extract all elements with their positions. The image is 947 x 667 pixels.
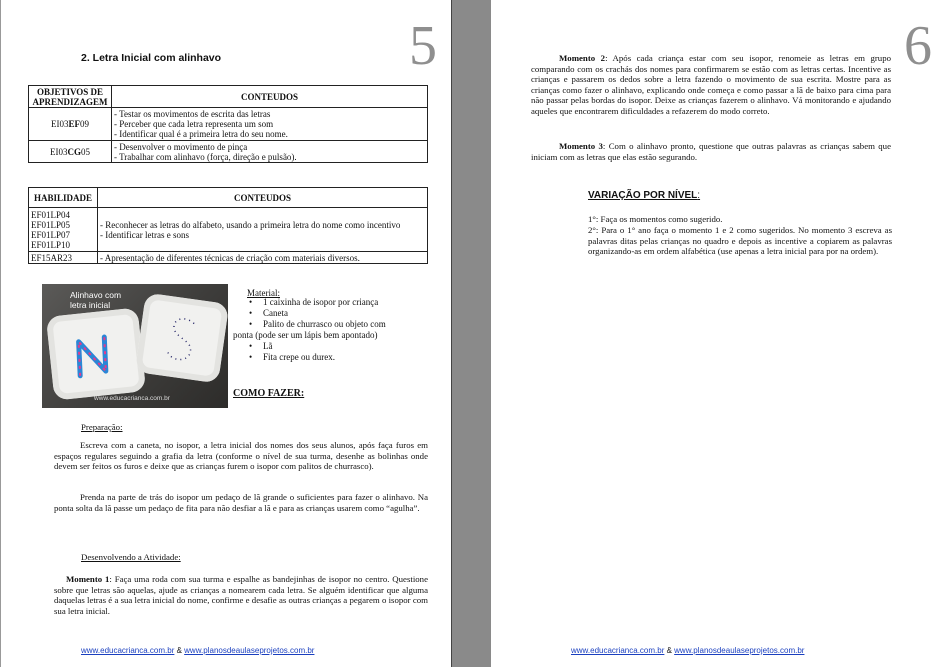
footer-link[interactable]: www.educacrianca.com.br	[81, 646, 175, 655]
skills-table	[28, 187, 428, 264]
list-item: • Palito de churrasco ou objeto com	[233, 319, 433, 330]
document-page-6	[491, 0, 947, 667]
objective-content: - Testar os movimentos de escrita das letras - Perceber que cada letra representa um som - Identificar qual é a primeira letra do seu nome.	[112, 108, 428, 141]
developing-label: Desenvolvendo a Atividade:	[81, 552, 181, 562]
objective-code: EI03EF09	[29, 108, 112, 141]
skill-codes: EF01LP04 EF01LP05 EF01LP07 EF01LP10	[29, 208, 98, 252]
skill-codes: EF15AR23	[29, 252, 98, 264]
foam-tray	[46, 307, 146, 400]
moment-paragraph: Momento 1: Faça uma roda com sua turma e espalhe as bandejinhas de isopor no centro. Questione sobre que letras são aquelas, ajude as crianças a nomearem cada letra. Se alguém identificar que alguma daquelas letras é a sua letra inicial do nome, confirme e desafie as outras crianças a pegarem o isopor com sua letra inicial.	[54, 574, 428, 616]
footer-link[interactable]: www.educacrianca.com.br	[571, 646, 665, 655]
photo-caption: Alinhavo com letra inicial	[70, 290, 122, 310]
list-item-continuation: ponta (pode ser um lápis bem apontado)	[233, 330, 378, 340]
document-page-5	[0, 0, 451, 667]
material-label: Material:	[247, 288, 280, 298]
activity-photo	[42, 284, 228, 408]
material-list	[233, 297, 433, 363]
table-row	[29, 252, 428, 264]
page-number: 6	[904, 15, 932, 77]
objective-code: EI03CG05	[29, 141, 112, 163]
table-header: HABILIDADE	[29, 188, 98, 208]
moment-paragraph: Momento 3: Com o alinhavo pronto, questione que outras palavras as crianças sabem que iniciam com as letras que elas estão segurando.	[531, 141, 891, 162]
table-row	[29, 108, 428, 141]
how-to-heading: COMO FAZER:	[233, 388, 305, 399]
preparation-label: Preparação:	[81, 422, 123, 432]
skill-content: - Reconhecer as letras do alfabeto, usando a primeira letra do nome como incentivo - Identificar letras e sons	[98, 208, 428, 252]
page-footer: www.educacrianca.com.br & www.planosdeaulaseprojetos.com.br	[571, 646, 805, 655]
list-item: • Caneta	[233, 308, 433, 319]
page-number: 5	[409, 15, 437, 77]
variation-heading: VARIAÇÃO POR NÍVEL:	[588, 190, 701, 201]
moment-paragraph: Momento 2: Após cada criança estar com seu isopor, renomeie as letras em grupo comparando com os crachás dos nomes para confirmarem se estão com as letras certas. Incentive as crianças e passarem os dedos sobre a letra fazendo o movimento de sua escrita. Mostre para as crianças como fazer o alinhavo, explicando onde começa e como passar a lã de baixo para cima para não passar pelas bordas do isopor. Deixe as crianças fazerem o alinhavo. Vá monitorando e ajudando aqueles que encontrarem dificuldades a refazerem do modo correto.	[531, 53, 891, 116]
variation-item: 2°: Para o 1° ano faça o momento 1 e 2 como sugeridos. No momento 3 escreva as palavras ditas pelas crianças no quadro e depois as incentive a copiarem as palavras organizando-as em ordem alfabética (use apenas a letra inicial para por na ordem).	[588, 225, 892, 256]
objectives-table	[28, 85, 428, 163]
variation-item: 1°: Faça os momentos como sugerido.	[588, 214, 723, 224]
photo-watermark: www.educacrianca.com.br	[94, 395, 170, 402]
preparation-paragraph: Prenda na parte de trás do isopor um pedaço de lã grande o suficientes para fazer o alinhavo. Na ponta solta da lã passe um pedaço de fita para não desfiar a lã e para as crianças usarem como “agulha”.	[54, 492, 428, 513]
foam-tray	[135, 293, 228, 384]
letter-s-holes	[135, 293, 228, 384]
footer-link[interactable]: www.planosdeaulaseprojetos.com.br	[184, 646, 315, 655]
page-edge	[451, 0, 452, 667]
table-row	[29, 141, 428, 163]
list-item: • Fita crepe ou durex.	[233, 352, 433, 363]
section-title: 2. Letra Inicial com alinhavo	[81, 52, 222, 64]
objective-content: - Desenvolver o movimento de pinça - Trabalhar com alinhavo (força, direção e pulsão).	[112, 141, 428, 163]
footer-link[interactable]: www.planosdeaulaseprojetos.com.br	[674, 646, 805, 655]
table-header: CONTEUDOS	[112, 86, 428, 108]
skill-content: - Apresentação de diferentes técnicas de criação com materiais diversos.	[98, 252, 428, 264]
list-item: • Lã	[233, 341, 433, 352]
preparation-paragraph: Escreva com a caneta, no isopor, a letra inicial dos nomes dos seus alunos, após faça furos em espaços regulares seguindo a grafia da letra (conforme o nível de sua turma, desenhe as bolinhas onde devem ser feitos os furos e deixe que as crianças furem o isopor com palitos de churrasco).	[54, 440, 428, 471]
list-item: • 1 caixinha de isopor por criança	[233, 297, 433, 308]
page-footer: www.educacrianca.com.br & www.planosdeaulaseprojetos.com.br	[81, 646, 315, 655]
table-header: OBJETIVOS DE APRENDIZAGEM	[29, 86, 112, 108]
table-header: CONTEUDOS	[98, 188, 428, 208]
letter-n-stitching	[46, 307, 146, 400]
page-gutter	[451, 0, 491, 667]
table-row	[29, 208, 428, 252]
